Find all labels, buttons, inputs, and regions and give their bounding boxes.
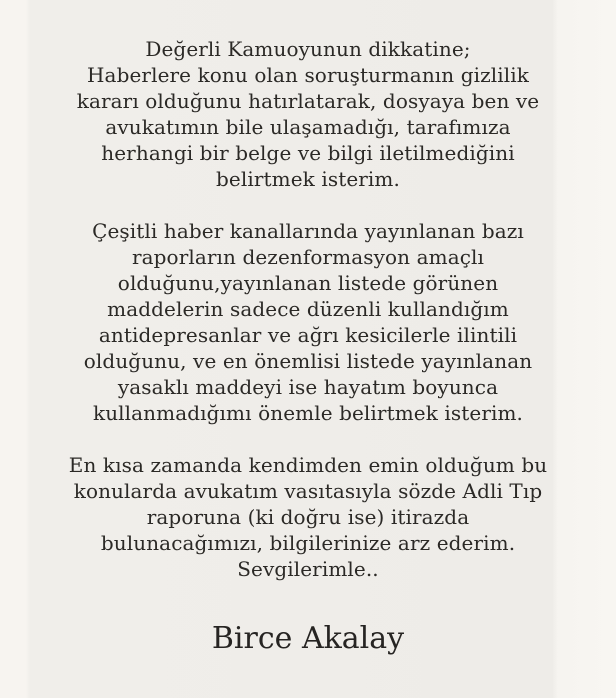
statement-line: Haberlere konu olan soruşturmanın gizlilik: [87, 63, 529, 87]
statement-line: olduğunu,yayınlanan listede görünen: [117, 271, 499, 295]
statement-line: bulunacağımızı, bilgilerinize arz ederim.: [100, 531, 516, 555]
statement-line: kararı olduğunu hatırlatarak, dosyaya ben ve: [76, 89, 540, 113]
statement-paragraph-1: [0, 36, 616, 192]
statement-line: belirtmek isterim.: [216, 167, 400, 191]
statement-line: maddelerin sadece düzenli kullandığım: [107, 297, 509, 321]
statement-line: avukatımın bile ulaşamadığı, tarafımıza: [105, 115, 511, 139]
statement-line: antidepresanlar ve ağrı kesicilerle ilintili: [98, 323, 518, 347]
statement-line: Sevgilerimle..: [237, 557, 379, 581]
statement-line: herhangi bir belge ve bilgi iletilmediğini: [101, 141, 515, 165]
signature-name: Birce Akalay: [211, 621, 405, 656]
statement-paragraph-3: [0, 452, 616, 582]
statement-line: Değerli Kamuoyunun dikkatine;: [145, 37, 471, 61]
statement-line: yasaklı maddeyi ise hayatım boyunca: [117, 375, 499, 399]
statement-line: En kısa zamanda kendimden emin olduğum bu: [68, 453, 548, 477]
statement-line: kullanmadığımı önemle belirtmek isterim.: [92, 401, 524, 425]
statement-line: raporların dezenformasyon amaçlı: [131, 245, 485, 269]
statement-paragraph-2: [0, 218, 616, 426]
statement-line: Çeşitli haber kanallarında yayınlanan bazı: [92, 219, 524, 243]
statement-line: konularda avukatım vasıtasıyla sözde Adli Tıp: [73, 479, 543, 503]
statement-line: raporuna (ki doğru ise) itirazda: [146, 505, 470, 529]
statement-line: olduğunu, ve en önemlisi listede yayınlanan: [83, 349, 533, 373]
